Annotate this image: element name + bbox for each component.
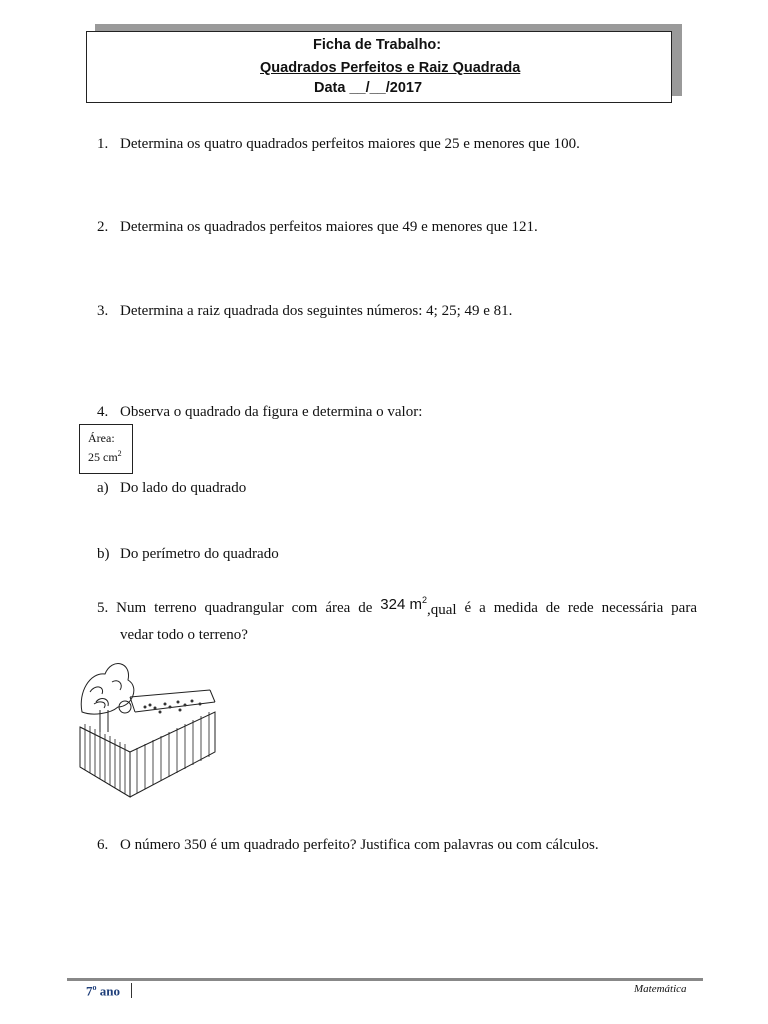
area-exponent: 2 [117, 449, 122, 458]
question-number: 4. [97, 404, 109, 420]
subquestion-letter: a) [97, 480, 109, 496]
question-number: 1. [97, 136, 109, 152]
worksheet-header [86, 31, 672, 103]
question-5-line-2: vedar todo o terreno? [120, 627, 248, 643]
subquestion-letter: b) [97, 546, 110, 562]
question-text: Determina a raiz quadrada dos seguintes números: 4; 25; 49 e 81. [120, 303, 513, 319]
footer-grade [86, 983, 120, 999]
header-subtitle: Quadrados Perfeitos e Raiz Quadrada [260, 60, 521, 76]
q5-word: terreno [154, 600, 197, 616]
q5-word: a [479, 600, 486, 616]
area-value-line [88, 446, 132, 465]
q5-word: de [545, 600, 560, 616]
q5-word: é [464, 600, 472, 616]
question-number: 2. [97, 219, 109, 235]
footer-grade-number: 7 [86, 983, 93, 999]
question-number: 3. [97, 303, 109, 319]
q5-word: para [671, 600, 697, 616]
fenced-garden-illustration [70, 652, 220, 802]
q5-area-with-word [380, 595, 457, 619]
footer-grade-ordinal: o [92, 983, 97, 992]
question-number: 6. [97, 837, 109, 853]
subquestion-text: Do perímetro do quadrado [120, 546, 279, 562]
header-title: Ficha de Trabalho: [313, 37, 442, 53]
question-text: Determina os quadrados perfeitos maiores que 49 e menores que 121. [120, 219, 538, 235]
q5-word: necessária [601, 600, 664, 616]
question-text: O número 350 é um quadrado perfeito? Justifica com palavras ou com cálculos. [120, 837, 599, 853]
area-square-figure [79, 424, 133, 474]
q5-word: de [358, 600, 373, 616]
q5-area [380, 596, 427, 613]
q5-word: área [325, 600, 351, 616]
area-value: 25 cm [88, 450, 118, 464]
q5-area-value: 324 m [380, 596, 422, 613]
footer-separator [131, 983, 132, 998]
q5-word: medida [493, 600, 538, 616]
q5-word: Num [116, 600, 147, 616]
question-text: Observa o quadrado da figura e determina o valor: [120, 404, 423, 420]
footer-grade-suffix: ano [96, 983, 120, 999]
header-date: Data __/__/2017 [314, 80, 423, 96]
question-5-line-1 [97, 595, 697, 619]
question-number: 5. [97, 600, 109, 616]
q5-area-exponent: 2 [422, 595, 428, 605]
q5-word: com [291, 600, 318, 616]
footer-subject: Matemática [634, 983, 687, 995]
footer-divider [67, 978, 703, 981]
q5-word: quadrangular [204, 600, 284, 616]
q5-word: rede [567, 600, 594, 616]
question-text: Determina os quatro quadrados perfeitos maiores que 25 e menores que 100. [120, 136, 580, 152]
area-label: Área: [88, 431, 115, 445]
q5-word: ,qual [427, 602, 457, 618]
subquestion-text: Do lado do quadrado [120, 480, 247, 496]
